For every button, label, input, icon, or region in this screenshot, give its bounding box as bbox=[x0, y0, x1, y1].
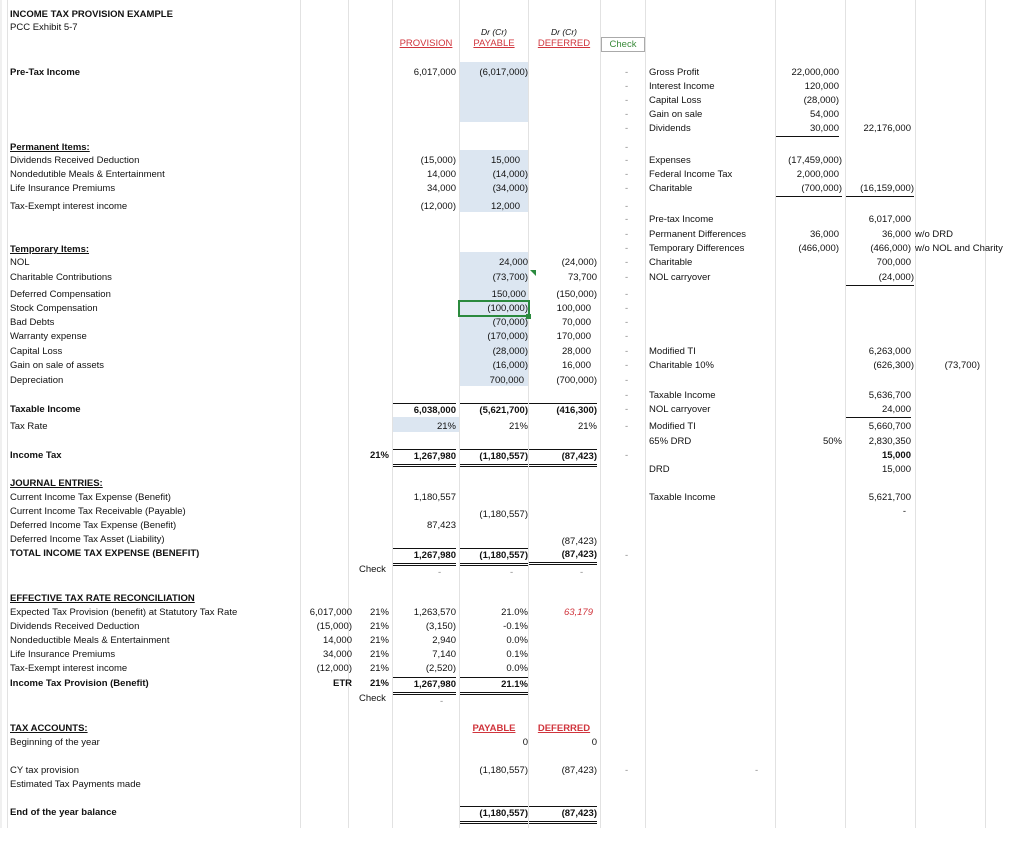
etr-rate: 21% bbox=[369, 635, 389, 646]
calc-label: Charitable bbox=[649, 257, 693, 268]
row-label: Beginning of the year bbox=[10, 737, 100, 748]
row-header[interactable] bbox=[0, 785, 6, 799]
payable-value: (34,000) bbox=[492, 183, 528, 194]
calc-value: 24,000 bbox=[846, 403, 911, 418]
check-dash: - bbox=[625, 421, 629, 432]
deferred-value: (87,423) bbox=[561, 765, 597, 776]
etr-label: Dividends Received Deduction bbox=[10, 621, 140, 632]
etr-label: Life Insurance Premiums bbox=[10, 649, 116, 660]
check-dash: - bbox=[625, 123, 629, 134]
calc-label: Modified TI bbox=[649, 346, 696, 357]
row-label: Charitable Contributions bbox=[10, 272, 112, 283]
check-dash: - bbox=[625, 450, 629, 461]
row-header[interactable] bbox=[0, 743, 6, 757]
payable-value: 21% bbox=[508, 421, 528, 432]
row-header[interactable] bbox=[0, 211, 6, 225]
calc-value: 50% bbox=[822, 436, 842, 447]
provision-value: (15,000) bbox=[420, 155, 456, 166]
etr-amount: (12,000) bbox=[316, 663, 352, 674]
row-header[interactable] bbox=[0, 267, 6, 281]
tax-accounts-payable: PAYABLE bbox=[472, 723, 516, 734]
row-label: Pre-Tax Income bbox=[10, 67, 81, 78]
check-dash: - bbox=[625, 142, 629, 153]
col-provision: PROVISION bbox=[399, 38, 453, 49]
row-header[interactable] bbox=[0, 519, 6, 533]
deferred-value: (700,000) bbox=[556, 375, 597, 386]
row-label: TOTAL INCOME TAX EXPENSE (BENEFIT) bbox=[10, 548, 200, 559]
check-label: Check bbox=[359, 564, 386, 575]
row-header[interactable] bbox=[0, 225, 6, 239]
etr-percent: 21.1% bbox=[460, 677, 528, 695]
calc-label: Charitable 10% bbox=[649, 360, 714, 371]
calc-value: 15,000 bbox=[881, 464, 911, 475]
deferred-value: (150,000) bbox=[556, 289, 597, 300]
etr-label: Nondeductible Meals & Entertainment bbox=[10, 635, 170, 646]
calc-value: (28,000) bbox=[803, 95, 839, 106]
deferred-drcr-label: Dr (Cr) bbox=[551, 27, 577, 37]
dash: - bbox=[625, 550, 629, 561]
payable-value: 700,000 bbox=[489, 375, 524, 386]
check-dash: - bbox=[625, 331, 629, 342]
payable-value: (28,000) bbox=[492, 346, 528, 357]
calc-note: w/o NOL and Charity bbox=[915, 243, 1003, 254]
col-payable: PAYABLE bbox=[473, 38, 515, 49]
row-header[interactable] bbox=[0, 155, 6, 169]
row-header[interactable] bbox=[0, 169, 6, 183]
calc-value: 2,830,350 bbox=[868, 436, 911, 447]
row-header[interactable] bbox=[0, 323, 6, 337]
check-dash: - bbox=[625, 201, 629, 212]
calc-label: Taxable Income bbox=[649, 390, 716, 401]
section-journal: JOURNAL ENTRIES: bbox=[10, 478, 103, 489]
provision-value: 14,000 bbox=[426, 169, 456, 180]
calc-value: 54,000 bbox=[809, 109, 839, 120]
row-header[interactable] bbox=[0, 701, 6, 715]
calc-label: Charitable bbox=[649, 183, 693, 194]
rate-value: 21% bbox=[369, 450, 389, 461]
row-header[interactable] bbox=[0, 337, 6, 351]
row-header[interactable] bbox=[0, 645, 6, 659]
etr-amount: ETR bbox=[333, 678, 352, 689]
etr-tax: 7,140 bbox=[432, 649, 456, 660]
deferred-value: (24,000) bbox=[561, 257, 597, 268]
calc-value: 5,636,700 bbox=[868, 390, 911, 401]
calc-value: (73,700) bbox=[944, 360, 980, 371]
row-label: Tax Rate bbox=[10, 421, 48, 432]
payable-value: (73,700) bbox=[492, 272, 528, 283]
payable-value: (14,000) bbox=[492, 169, 528, 180]
payable-value: 150,000 bbox=[491, 289, 526, 300]
calc-value: (17,459,000) bbox=[788, 155, 842, 166]
row-label: Estimated Tax Payments made bbox=[10, 779, 141, 790]
row-header[interactable] bbox=[0, 757, 6, 771]
calc-value: 36,000 bbox=[881, 229, 911, 240]
etr-percent: 0.0% bbox=[506, 635, 528, 646]
row-label: Stock Compensation bbox=[10, 303, 98, 314]
section-temporary: Temporary Items: bbox=[10, 244, 90, 255]
calc-label: Gross Profit bbox=[649, 67, 700, 78]
payable-value: (1,180,557) bbox=[479, 765, 528, 776]
row-header[interactable] bbox=[0, 421, 6, 435]
row-header[interactable] bbox=[0, 575, 6, 589]
row-header[interactable] bbox=[0, 253, 6, 267]
payable-value: (70,000) bbox=[492, 317, 528, 328]
deferred-value: 73,700 bbox=[567, 272, 597, 283]
row-header[interactable] bbox=[0, 631, 6, 645]
payable-value: (16,000) bbox=[492, 360, 528, 371]
etr-percent: 0.0% bbox=[506, 663, 528, 674]
calc-label: Interest Income bbox=[649, 81, 715, 92]
etr-amount: (15,000) bbox=[316, 621, 352, 632]
row-header[interactable] bbox=[0, 463, 6, 477]
row-header[interactable] bbox=[0, 435, 6, 449]
etr-tax: (3,150) bbox=[425, 621, 456, 632]
dash: - bbox=[625, 765, 629, 776]
calc-value: 6,017,000 bbox=[868, 214, 911, 225]
check-dash: - bbox=[625, 404, 629, 415]
row-label: Dividends Received Deduction bbox=[10, 155, 140, 166]
row-label: Bad Debts bbox=[10, 317, 55, 328]
payable-value[interactable]: (100,000) bbox=[487, 303, 528, 314]
provision-value: (12,000) bbox=[420, 201, 456, 212]
etr-tax: 2,940 bbox=[432, 635, 456, 646]
etr-label: Expected Tax Provision (benefit) at Statutory Tax Rate bbox=[10, 607, 238, 618]
dash: - bbox=[902, 506, 906, 517]
calc-value: (700,000) bbox=[776, 182, 842, 197]
row-header[interactable] bbox=[0, 827, 6, 841]
etr-amount: 34,000 bbox=[322, 649, 352, 660]
payable-value: (1,180,557) bbox=[460, 806, 528, 824]
row-header[interactable] bbox=[0, 561, 6, 575]
row-label: Capital Loss bbox=[10, 346, 63, 357]
calc-value: (466,000) bbox=[870, 243, 911, 254]
check-dash: - bbox=[625, 390, 629, 401]
calc-label: Gain on sale bbox=[649, 109, 703, 120]
calc-value: 2,000,000 bbox=[796, 169, 839, 180]
row-label: Current Income Tax Expense (Benefit) bbox=[10, 492, 171, 503]
row-header[interactable] bbox=[0, 659, 6, 673]
provision-value: 87,423 bbox=[426, 520, 456, 531]
row-header[interactable] bbox=[0, 365, 6, 379]
row-header[interactable] bbox=[0, 351, 6, 365]
deferred-value: (87,423) bbox=[529, 548, 597, 565]
row-header[interactable] bbox=[0, 617, 6, 631]
calc-value: 36,000 bbox=[809, 229, 839, 240]
etr-rate: 21% bbox=[369, 621, 389, 632]
check-dash: - bbox=[625, 303, 629, 314]
check-dash: - bbox=[625, 375, 629, 386]
deferred-value: 170,000 bbox=[556, 331, 591, 342]
row-label: Deferred Income Tax Expense (Benefit) bbox=[10, 520, 177, 531]
etr-tax: 1,267,980 bbox=[393, 677, 456, 695]
etr-label: Tax-Exempt interest income bbox=[10, 663, 128, 674]
payable-value: 0 bbox=[522, 737, 528, 748]
row-header[interactable] bbox=[0, 715, 6, 729]
payable-value: 24,000 bbox=[498, 257, 528, 268]
payable-value: (1,180,557) bbox=[460, 548, 528, 566]
calc-label: DRD bbox=[649, 464, 670, 475]
check-dash: - bbox=[625, 67, 629, 78]
sheet-title: INCOME TAX PROVISION EXAMPLE bbox=[10, 9, 173, 20]
check-dash: - bbox=[625, 257, 629, 268]
calc-label: NOL carryover bbox=[649, 272, 711, 283]
payable-value: (6,017,000) bbox=[479, 67, 528, 78]
dash: - bbox=[580, 567, 584, 578]
check-dash: - bbox=[625, 95, 629, 106]
row-header[interactable] bbox=[0, 449, 6, 463]
row-header[interactable] bbox=[0, 477, 6, 491]
calc-value: (626,300) bbox=[873, 360, 914, 371]
row-header[interactable] bbox=[0, 393, 6, 407]
deferred-value: 100,000 bbox=[556, 303, 591, 314]
row-header[interactable] bbox=[0, 183, 6, 197]
provision-value: 34,000 bbox=[426, 183, 456, 194]
provision-value: 1,180,557 bbox=[413, 492, 456, 503]
payable-value: 15,000 bbox=[490, 155, 520, 166]
row-header[interactable] bbox=[0, 141, 6, 155]
calc-value: (16,159,000) bbox=[846, 182, 914, 197]
row-label: Income Tax bbox=[10, 450, 62, 461]
payable-value: (1,180,557) bbox=[460, 449, 528, 467]
row-label: Gain on sale of assets bbox=[10, 360, 104, 371]
calc-value: 22,000,000 bbox=[791, 67, 839, 78]
calc-label: Permanent Differences bbox=[649, 229, 746, 240]
calc-label: Capital Loss bbox=[649, 95, 702, 106]
calc-value: 30,000 bbox=[776, 122, 839, 137]
calc-value: 5,621,700 bbox=[868, 492, 911, 503]
payable-value: (5,621,700) bbox=[460, 403, 528, 418]
row-header[interactable] bbox=[0, 491, 6, 505]
deferred-value: 28,000 bbox=[561, 346, 591, 357]
row-label: Nondedutible Meals & Entertainment bbox=[10, 169, 165, 180]
check-dash: - bbox=[625, 243, 629, 254]
calc-label: Modified TI bbox=[649, 421, 696, 432]
row-header[interactable] bbox=[0, 589, 6, 603]
row-header[interactable] bbox=[0, 547, 6, 561]
deferred-value: 21% bbox=[577, 421, 597, 432]
check-dash: - bbox=[625, 155, 629, 166]
row-header[interactable] bbox=[0, 407, 6, 421]
provision-value: 1,267,980 bbox=[393, 449, 456, 467]
check-dash: - bbox=[625, 81, 629, 92]
calc-label: Taxable Income bbox=[649, 492, 716, 503]
calc-label: Temporary Differences bbox=[649, 243, 745, 254]
check-dash: - bbox=[625, 169, 629, 180]
payable-value: 12,000 bbox=[490, 201, 520, 212]
check-dash: - bbox=[625, 109, 629, 120]
row-header[interactable] bbox=[0, 799, 6, 813]
provision-value: 6,017,000 bbox=[413, 67, 456, 78]
etr-label: Income Tax Provision (Benefit) bbox=[10, 678, 149, 689]
calc-label: Federal Income Tax bbox=[649, 169, 733, 180]
row-label: Depreciation bbox=[10, 375, 64, 386]
provision-value: 21% bbox=[436, 421, 456, 432]
etr-rate: 21% bbox=[369, 678, 389, 689]
row-header[interactable] bbox=[0, 379, 6, 393]
provision-value: 6,038,000 bbox=[393, 403, 456, 418]
calc-value: (24,000) bbox=[846, 271, 914, 286]
tax-accounts-deferred: DEFERRED bbox=[537, 723, 591, 734]
etr-rate: 21% bbox=[369, 649, 389, 660]
row-header[interactable] bbox=[0, 281, 6, 295]
etr-rate: 21% bbox=[369, 663, 389, 674]
deferred-value: 16,000 bbox=[561, 360, 591, 371]
etr-rate: 21% bbox=[369, 607, 389, 618]
check-dash: - bbox=[625, 317, 629, 328]
col-check: Check bbox=[601, 37, 645, 52]
etr-check-label: Check bbox=[359, 693, 386, 704]
calc-label: Dividends bbox=[649, 123, 691, 134]
etr-percent: 0.1% bbox=[506, 649, 528, 660]
calc-label: Pre-tax Income bbox=[649, 214, 714, 225]
row-label: NOL bbox=[10, 257, 30, 268]
calc-value: 6,263,000 bbox=[868, 346, 911, 357]
etr-amount: 14,000 bbox=[322, 635, 352, 646]
dash: - bbox=[755, 765, 759, 776]
sheet-subtitle: PCC Exhibit 5-7 bbox=[10, 22, 78, 33]
row-header[interactable] bbox=[0, 673, 6, 687]
row-header[interactable] bbox=[0, 505, 6, 519]
dash: - bbox=[440, 696, 444, 707]
row-header[interactable] bbox=[0, 309, 6, 323]
row-header[interactable] bbox=[0, 813, 6, 827]
row-label: Deferred Income Tax Asset (Liability) bbox=[10, 534, 165, 545]
etr-tax: 1,263,570 bbox=[413, 607, 456, 618]
row-header[interactable] bbox=[0, 771, 6, 785]
deferred-value: (416,300) bbox=[529, 403, 597, 418]
row-header[interactable] bbox=[0, 295, 6, 309]
payable-drcr-label: Dr (Cr) bbox=[481, 27, 507, 37]
calc-value: 120,000 bbox=[804, 81, 839, 92]
col-deferred: DEFERRED bbox=[537, 38, 591, 49]
deferred-value: 0 bbox=[591, 737, 597, 748]
row-header[interactable] bbox=[0, 533, 6, 547]
row-label: End of the year balance bbox=[10, 807, 117, 818]
row-header[interactable] bbox=[0, 729, 6, 743]
deferred-value: (87,423) bbox=[561, 536, 597, 547]
calc-value: (466,000) bbox=[798, 243, 839, 254]
row-label: Tax-Exempt interest income bbox=[10, 201, 128, 212]
check-dash: - bbox=[625, 272, 629, 283]
row-label: Life Insurance Premiums bbox=[10, 183, 116, 194]
dash: - bbox=[510, 567, 514, 578]
deferred-value: 70,000 bbox=[561, 317, 591, 328]
section-etr: EFFECTIVE TAX RATE RECONCILIATION bbox=[10, 593, 195, 604]
row-label: Current Income Tax Receivable (Payable) bbox=[10, 506, 186, 517]
row-header[interactable] bbox=[0, 603, 6, 617]
deferred-value: (87,423) bbox=[529, 449, 597, 467]
dash: - bbox=[438, 567, 442, 578]
calc-label: NOL carryover bbox=[649, 404, 711, 415]
section-permanent: Permanent Items: bbox=[10, 142, 90, 153]
row-label: Taxable Income bbox=[10, 404, 81, 415]
calc-value: 15,000 bbox=[881, 450, 911, 461]
check-dash: - bbox=[625, 229, 629, 240]
etr-amount: 6,017,000 bbox=[309, 607, 352, 618]
etr-tax: (2,520) bbox=[425, 663, 456, 674]
row-header[interactable] bbox=[0, 197, 6, 211]
check-dash: - bbox=[625, 360, 629, 371]
calc-value: 5,660,700 bbox=[868, 421, 911, 432]
check-dash: - bbox=[625, 289, 629, 300]
calc-label: 65% DRD bbox=[649, 436, 692, 447]
row-header[interactable] bbox=[0, 239, 6, 253]
payable-value: (1,180,557) bbox=[479, 509, 528, 520]
section-tax-accounts: TAX ACCOUNTS: bbox=[10, 723, 88, 734]
row-label: Deferred Compensation bbox=[10, 289, 111, 300]
row-header[interactable] bbox=[0, 687, 6, 701]
check-dash: - bbox=[625, 183, 629, 194]
row-label: Warranty expense bbox=[10, 331, 87, 342]
etr-percent: -0.1% bbox=[503, 621, 528, 632]
row-label: CY tax provision bbox=[10, 765, 79, 776]
payable-value: (170,000) bbox=[487, 331, 528, 342]
calc-value: 22,176,000 bbox=[863, 123, 911, 134]
deferred-value: (87,423) bbox=[529, 806, 597, 824]
provision-value: 1,267,980 bbox=[393, 548, 456, 566]
calc-note: w/o DRD bbox=[915, 229, 954, 240]
calc-label: Expenses bbox=[649, 155, 691, 166]
calc-value: 700,000 bbox=[876, 257, 911, 268]
etr-note: 63,179 bbox=[563, 607, 593, 618]
check-dash: - bbox=[625, 214, 629, 225]
check-dash: - bbox=[625, 346, 629, 357]
etr-percent: 21.0% bbox=[501, 607, 528, 618]
